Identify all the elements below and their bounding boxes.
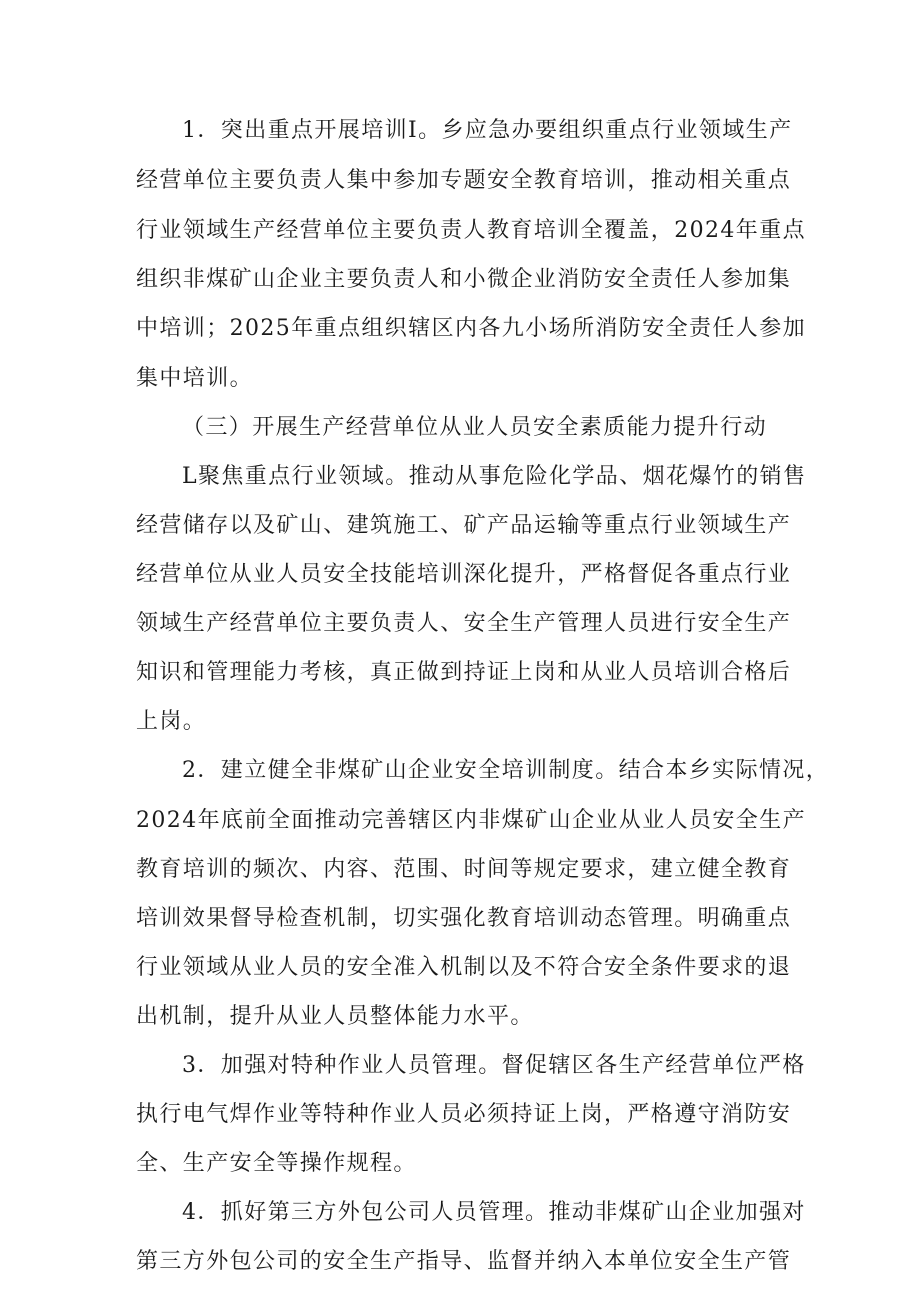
paragraph-2-line-3: 经营单位从业人员安全技能培训深化提升，严格督促各重点行业 bbox=[136, 562, 792, 587]
paragraph-1-line-6: 集中培训。 bbox=[136, 366, 254, 391]
paragraph-1-line-3: 行业领域生产经营单位主要负责人教育培训全覆盖，2024年重点 bbox=[136, 218, 806, 243]
paragraph-2-line-5: 知识和管理能力考核，真正做到持证上岗和从业人员培训合格后 bbox=[136, 660, 792, 685]
paragraph-4-line-3: 全、生产安全等操作规程。 bbox=[136, 1151, 417, 1176]
paragraph-1-line-2: 经营单位主要负责人集中参加专题安全教育培训，推动相关重点 bbox=[136, 168, 792, 193]
paragraph-3-line-3: 教育培训的频次、内容、范围、时间等规定要求，建立健全教育 bbox=[136, 857, 792, 882]
paragraph-3-line-2: 2024年底前全面推动完善辖区内非煤矿山企业从业人员安全生产 bbox=[136, 808, 806, 833]
paragraph-3-line-1: 2．建立健全非煤矿山企业安全培训制度。结合本乡实际情况， bbox=[182, 758, 830, 783]
paragraph-4-line-2: 执行电气焊作业等特种作业人员必须持证上岗，严格遵守消防安 bbox=[136, 1102, 792, 1127]
paragraph-1-line-4: 组织非煤矿山企业主要负责人和小微企业消防安全责任人参加集 bbox=[136, 267, 792, 292]
paragraph-1-line-1: 1．突出重点开展培训I。乡应急办要组织重点行业领域生产 bbox=[182, 118, 793, 143]
paragraph-1-line-5: 中培训；2025年重点组织辖区内各九小场所消防安全责任人参加 bbox=[136, 316, 806, 341]
paragraph-3-line-6: 出机制，提升从业人员整体能力水平。 bbox=[136, 1004, 534, 1029]
paragraph-2-line-4: 领域生产经营单位主要负责人、安全生产管理人员进行安全生产 bbox=[136, 611, 792, 636]
paragraph-5-line-1: 4．抓好第三方外包公司人员管理。推动非煤矿山企业加强对 bbox=[182, 1200, 806, 1225]
paragraph-4-line-1: 3．加强对特种作业人员管理。督促辖区各生产经营单位严格 bbox=[182, 1053, 806, 1078]
paragraph-2-line-2: 经营储存以及矿山、建筑施工、矿产品运输等重点行业领域生产 bbox=[136, 513, 792, 538]
paragraph-3-line-4: 培训效果督导检查机制，切实强化教育培训动态管理。明确重点 bbox=[136, 906, 792, 931]
paragraph-2-line-1: L聚焦重点行业领域。推动从事危险化学品、烟花爆竹的销售 bbox=[182, 464, 807, 489]
paragraph-5-line-2: 第三方外包公司的安全生产指导、监督并纳入本单位安全生产管 bbox=[136, 1249, 792, 1274]
paragraph-2-line-6: 上岗。 bbox=[136, 709, 207, 734]
paragraph-3-line-5: 行业领域从业人员的安全准入机制以及不符合安全条件要求的退 bbox=[136, 955, 792, 980]
section-heading: （三）开展生产经营单位从业人员安全素质能力提升行动 bbox=[182, 415, 768, 440]
